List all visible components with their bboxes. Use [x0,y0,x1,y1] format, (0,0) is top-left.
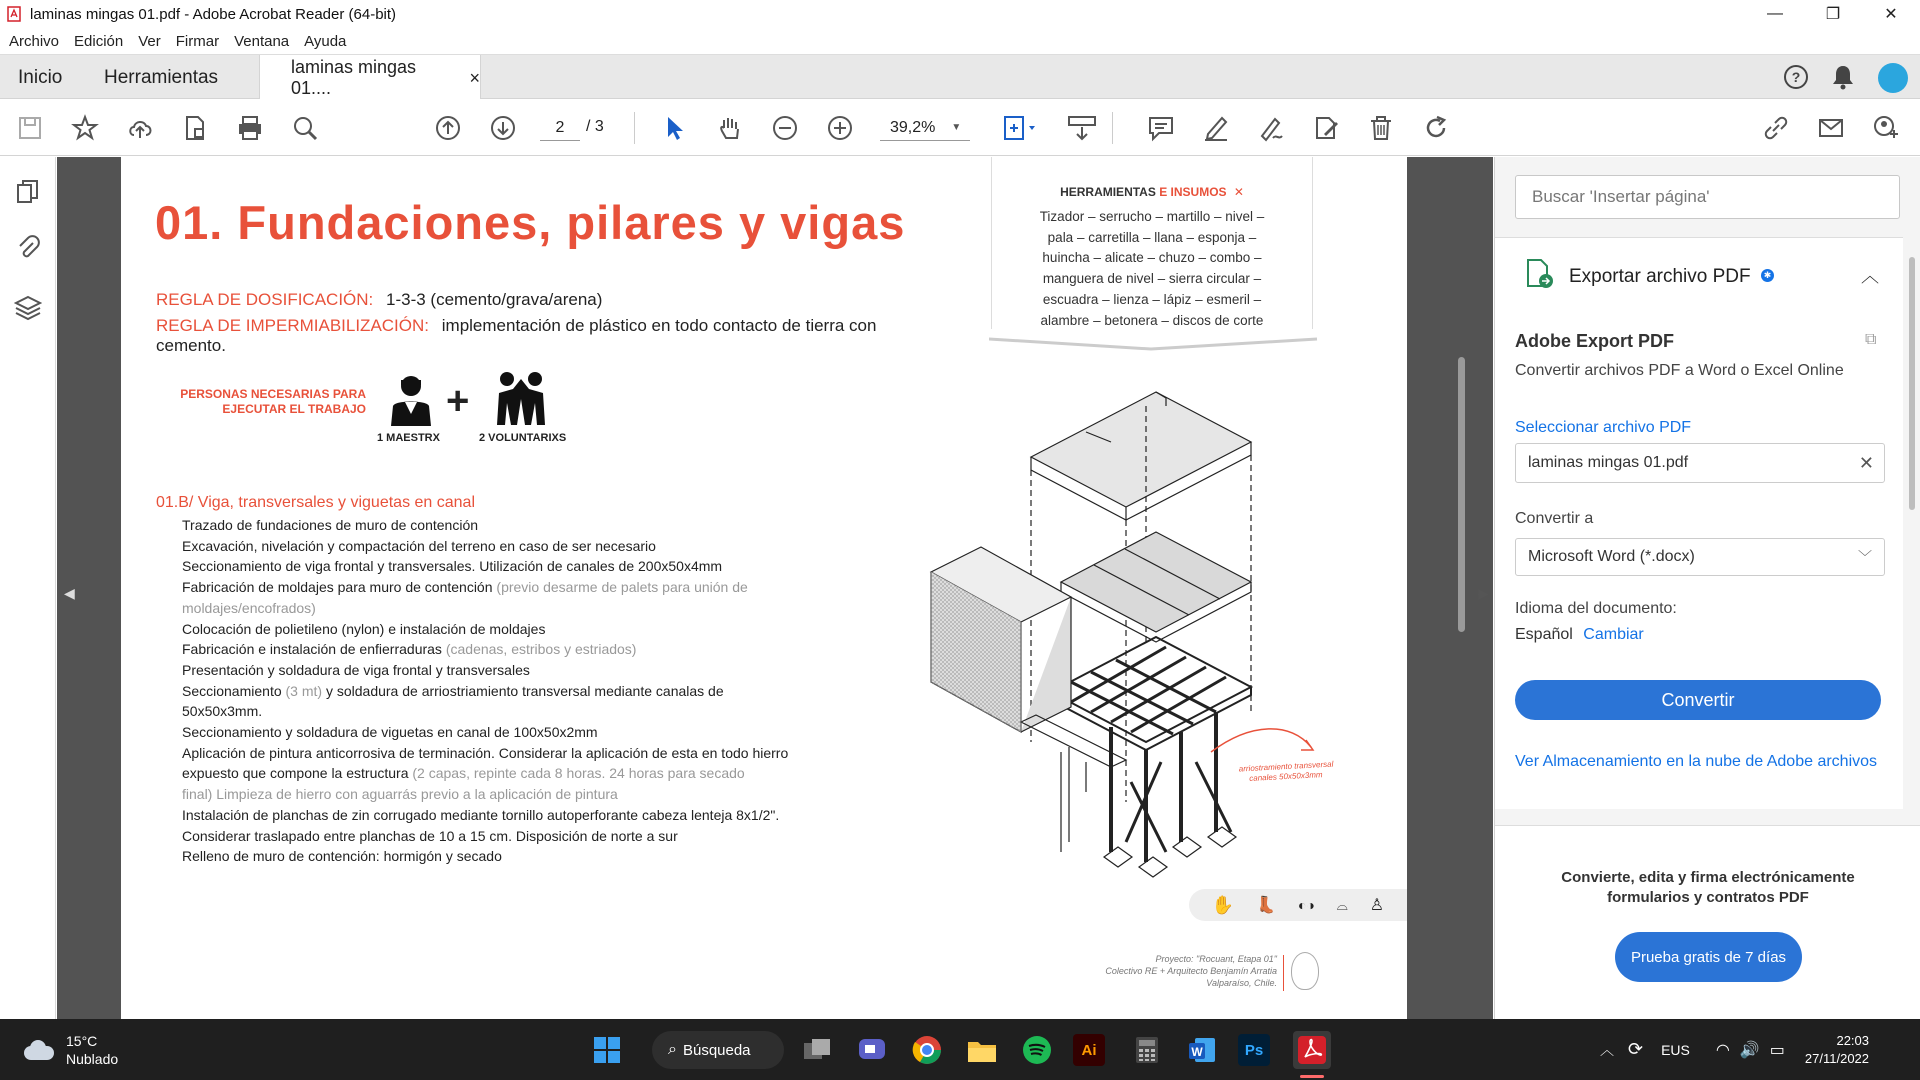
task-view-icon[interactable] [798,1031,836,1069]
doc-language-label: Idioma del documento: [1515,600,1677,617]
teams-icon[interactable] [853,1031,891,1069]
zoom-level-dropdown[interactable] [880,115,970,141]
volunteers-people-icon [491,369,551,432]
page-total: / 3 [586,118,604,135]
save-icon[interactable] [14,112,46,144]
step-line: Fabricación e instalación de enfierraduras (cadenas, estribos y estriados) [182,641,637,658]
menu-ver[interactable]: Ver [138,32,161,50]
tab-herramientas[interactable]: Herramientas [104,66,219,88]
search-label: Búsqueda [682,1041,751,1059]
photoshop-icon[interactable]: Ps [1238,1034,1270,1066]
word-icon[interactable] [1183,1031,1221,1069]
find-zoom-icon[interactable] [289,112,321,144]
tools-box-bottom-chevron [989,337,1319,357]
selected-file-field [1515,443,1885,483]
previous-page-icon[interactable] [432,112,464,144]
credits-divider [1283,955,1284,991]
promo-text-line1: Convierte, edita y firma electrónicamente [1561,869,1855,886]
bookmark-star-icon[interactable] [69,112,101,144]
zoom-in-icon[interactable] [824,112,856,144]
sync-icon[interactable]: ⟳ [1628,1039,1644,1059]
tab-document[interactable] [259,55,481,101]
gloves-icon: ✋ [1211,894,1235,915]
user-avatar[interactable] [1878,63,1908,93]
service-description: Convertir archivos PDF a Word o Excel Online [1515,362,1844,379]
help-icon[interactable] [1782,63,1812,93]
windows-start-icon[interactable] [588,1031,626,1069]
free-trial-button[interactable] [1615,932,1802,982]
rule-impermeabilizacion-value-cont: cemento. [156,336,226,355]
ppe-icons-bar [1189,889,1407,921]
change-language-link[interactable]: Cambiar [1583,626,1644,643]
attachments-paperclip-icon[interactable] [12,232,44,264]
people-required-label [151,387,366,417]
volume-icon[interactable]: 🔊 [1739,1041,1760,1059]
add-user-share-icon[interactable] [1870,112,1902,144]
pdf-page [121,157,1407,1019]
step-line: Fabricación de moldajes para muro de contención (previo desarme de palets para unión de [182,579,748,596]
page-fit-icon[interactable] [1000,112,1040,144]
maximize-button[interactable]: ❐ [1825,6,1841,23]
windows-taskbar [0,1019,1920,1080]
step-line: Colocación de polietileno (nylon) e instalación de moldajes [182,620,546,637]
zoom-level-value: 39,2% [890,118,936,136]
convert-format-value: Microsoft Word (*.docx) [1528,548,1695,565]
document-scrollbar[interactable] [1458,357,1465,632]
clock-time: 22:03 [1836,1032,1870,1048]
search-placeholder: Buscar 'Insertar página' [1532,187,1710,206]
rule-dosificacion-label: REGLA DE DOSIFICACIÓN: [156,290,374,309]
maestro-person-icon [383,372,439,433]
toolbar-divider [1112,112,1113,144]
hand-tool-icon[interactable] [714,112,746,144]
step-line: Seccionamiento de viga frontal y transversales. Utilización de canales de 200x50x4mm [182,558,723,575]
clock[interactable] [1805,1032,1869,1068]
spotify-icon[interactable] [1018,1031,1056,1069]
step-line: Seccionamiento (3 mt) y soldadura de arriostriamiento transversal mediante canalas de [182,682,724,699]
step-line: Considerar traslapado entre planchas de 10 a 15 cm. Disposición de norte a sur [182,827,678,844]
tools-x-icon: ✕ [1233,185,1244,199]
rule-impermeabilizacion-value: implementación de plástico en todo contacto de tierra con [441,316,877,335]
step-line: moldajes/encofrados) [182,599,316,616]
step-line: final) Limpieza de hierro con aguarrás previo a la aplicación de pintura [182,786,618,803]
tools-title: HERRAMIENTAS E INSUMOS ✕ [1060,185,1244,199]
toolbar-divider [634,112,635,144]
rules-block [156,287,876,359]
insert-page-search-input[interactable] [1515,175,1900,219]
export-pdf-title[interactable]: Exportar archivo PDF [1569,266,1751,287]
zoom-out-icon[interactable] [769,112,801,144]
svg-text:?: ? [1791,68,1801,85]
convert-format-dropdown[interactable] [1515,538,1885,576]
menu-bar [0,28,1920,54]
cloud-weather-icon [20,1038,56,1062]
export-pdf-icon [1525,258,1555,295]
select-pdf-link[interactable]: Seleccionar archivo PDF [1515,419,1692,436]
next-page-icon[interactable] [487,112,519,144]
exploded-structure-drawing [911,382,1371,882]
show-hidden-icons-chevron[interactable]: ︿ [1600,1041,1614,1058]
mask-icon: ⌓ [1336,896,1348,913]
scroll-mode-icon[interactable] [1064,112,1100,144]
tab-bar [0,54,1920,99]
rule-dosificacion-value: 1-3-3 (cemento/grava/arena) [386,290,603,309]
notifications-bell-icon[interactable] [1830,63,1860,93]
print-icon[interactable] [234,112,266,144]
doc-language-row [1515,626,1644,644]
right-tools-pane [1494,157,1920,1019]
export-pdf-card [1495,237,1903,809]
weather-temp: 15°C [66,1033,98,1049]
maestro-count: 1 MAESTRX [377,432,440,444]
chrome-icon[interactable] [908,1031,946,1069]
step-line: Instalación de planchas de zin corrugado mediante tornillo autoperforante cabeza lenteja 8x1/2". [182,806,780,823]
step-line: Excavación, nivelación y compactación del terreno en caso de ser necesario [182,537,656,554]
draw-sign-icon[interactable] [1255,112,1287,144]
annotation-arriostramiento: arriostramiento transversal canales 50x50x3mm [1238,759,1334,783]
collective-logo-icon [1291,952,1319,990]
tab-close-button[interactable]: × [469,67,480,88]
harness-icon: ♙ [1369,897,1385,914]
upload-cloud-icon[interactable] [124,112,156,144]
highlight-pen-icon[interactable] [1200,112,1232,144]
clock-date: 27/11/2022 [1804,1050,1870,1066]
wifi-icon[interactable]: ◠ [1715,1041,1730,1059]
file-explorer-icon[interactable] [963,1031,1001,1069]
select-cursor-icon[interactable] [658,112,690,144]
acrobat-logo-icon [6,6,22,22]
rule-impermeabilizacion-label: REGLA DE IMPERMIABILIZACIÓN: [156,316,430,335]
premium-badge-icon: ✱ [1761,269,1774,282]
delete-trash-icon[interactable] [1365,112,1397,144]
menu-archivo[interactable]: Archivo [9,32,60,50]
tools-list: Tizador – serrucho – martillo – nivel – pala – carretilla – llana – esponja – huincha – alicate – chuzo – combo – manguera de nivel – sierra circular – escuadra – lienza – lápiz – esmeril – alambre – betonera – discos de corte [1039,209,1265,328]
step-line: Aplicación de pintura anticorrosiva de terminación. Considerar la aplicación de esta en todo hierro [182,744,789,761]
voluntarios-count: 2 VOLUNTARIXS [479,432,567,444]
battery-icon[interactable]: ▭ [1769,1041,1785,1059]
step-line: Relleno de muro de contención: hormigón y secado [182,848,502,865]
collapse-right-panel-arrow[interactable]: ▶ [1478,585,1489,601]
menu-firmar[interactable]: Firmar [175,32,220,50]
convert-button[interactable] [1515,680,1881,720]
doc-language-value: Español [1515,626,1573,643]
remove-file-icon[interactable]: ✕ [1858,452,1874,473]
convert-to-label: Convertir a [1515,510,1594,527]
acrobat-taskbar-icon[interactable] [1293,1031,1331,1069]
step-line: Seccionamiento y soldadura de viguetas en canal de 100x50x2mm [182,724,598,741]
menu-ayuda[interactable]: Ayuda [304,32,347,50]
share-link-icon[interactable] [1760,112,1792,144]
chevron-down-icon: ▼ [951,122,962,133]
system-tray [1600,1019,1869,1080]
goggles-icon: ◐◑ [1297,897,1315,913]
create-pdf-icon[interactable] [179,112,211,144]
minimize-button[interactable]: — [1767,5,1783,22]
boots-icon: 👢 [1256,897,1277,914]
step-line: Trazado de fundaciones de muro de contención [182,517,479,533]
people-label-line1: PERSONAS NECESARIAS PARA [180,387,366,401]
weather-desc: Nublado [66,1051,119,1067]
rotate-icon[interactable] [1420,112,1452,144]
credits-block: Proyecto: "Rocuant, Etapa 01" Colectivo RE + Arquitecto Benjamín Arratia Valparaíso, Chile. [1105,954,1277,988]
weather-widget[interactable] [20,1029,118,1071]
tab-document-label: laminas mingas 01.... [291,57,417,98]
cloud-storage-link[interactable]: Ver Almacenamiento en la nube de Adobe archivos [1515,753,1878,770]
menu-edicion[interactable]: Edición [74,32,124,50]
comment-icon[interactable] [1145,112,1177,144]
collapse-left-panel-arrow[interactable]: ◀ [64,585,75,601]
copy-icon[interactable]: ⧉ [1865,331,1877,348]
tab-inicio[interactable]: Inicio [18,66,63,88]
chevron-down-icon: ﹀ [1858,549,1872,565]
page-thumbnails-icon[interactable] [12,177,44,209]
calculator-icon[interactable] [1128,1031,1166,1069]
window-title: laminas mingas 01.pdf - Adobe Acrobat Reader (64-bit) [30,5,397,23]
layers-icon[interactable] [12,292,44,324]
active-app-indicator [1300,1075,1324,1078]
collapse-chevron-icon[interactable]: ︿ [1861,266,1879,286]
page-title: 01. Fundaciones, pilares y vigas [155,196,906,249]
left-navigation-panel [0,157,56,1019]
menu-ventana[interactable]: Ventana [234,32,290,50]
edit-pdf-icon[interactable] [1310,112,1342,144]
promo-section [1495,825,1920,1019]
illustrator-icon[interactable]: Ai [1073,1034,1105,1066]
keyboard-language[interactable]: EUS [1661,1041,1690,1058]
steps-list [182,515,882,867]
service-title: Adobe Export PDF [1515,331,1675,351]
section-title: 01.B/ Viga, transversales y viguetas en canal [156,494,475,511]
free-trial-label: Prueba gratis de 7 días [1630,948,1787,966]
people-label-line2: EJECUTAR EL TRABAJO [222,402,366,416]
promo-text-line2: formularios y contratos PDF [1607,889,1809,906]
search-icon: ⌕ [668,1041,677,1058]
step-line: Presentación y soldadura de viga frontal y transversales [182,661,530,678]
right-panel-scrollbar[interactable] [1909,257,1915,510]
step-line: 50x50x3mm. [182,703,263,720]
convert-button-label: Convertir [1661,689,1735,710]
plus-sign: + [446,379,470,423]
tools-box [991,157,1313,329]
email-icon[interactable] [1815,112,1847,144]
step-line: expuesto que compone la estructura (2 capas, repinte cada 8 horas. 24 horas para secado [182,765,745,782]
selected-file-name: laminas mingas 01.pdf [1528,454,1689,471]
title-bar [0,0,1920,28]
page-number-input[interactable]: 2 [540,115,580,141]
svg-text:W: W [1191,1045,1203,1059]
close-window-button[interactable]: ✕ [1884,6,1898,23]
taskbar-search-button[interactable] [652,1031,784,1069]
